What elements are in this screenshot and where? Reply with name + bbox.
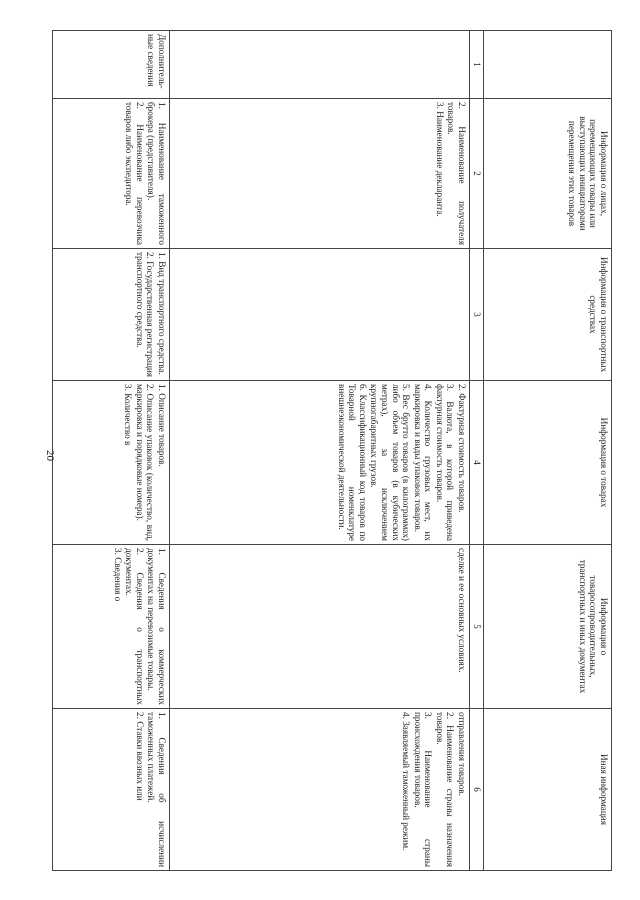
list-item: 2. Государственная регистрация транспортного средства. [134,252,156,378]
column-number: 5 [470,545,484,709]
list-item: 1. Сведения о коммерческих документах на перевозимые товары. [146,548,167,705]
continuation-row [170,31,470,871]
list-item: 3. Валюта, в которой приведена фактурная стоимость товаров. [434,384,456,541]
rotated-table-container [52,30,612,870]
list-item: 1. Вид транспортного средства. [157,252,167,375]
list-item: 3. Количество в [123,384,134,446]
list-item: 3. Наименование страны происхождения товаров. [412,712,434,867]
page-number: 20 [44,450,56,461]
additional-other [53,709,170,871]
list-item: 1. Наименование таможенного брокера (представителя). [146,102,167,245]
continuation-vehicles [170,249,470,381]
list-item: 4. Заявляемый таможенный режим. [401,712,412,851]
continuation-documents [170,545,470,709]
additional-documents [53,545,170,709]
list-item: отправления товаров. [457,712,467,796]
column-number: 2 [470,99,484,249]
list-item: 2. Наименование страны назначения товаров. [434,712,456,867]
header-goods: Информация о товарах [484,381,612,545]
header-persons: Информация о лицах, перемещающих товары или выступающих инициаторами перемещения этих товаров [484,99,612,249]
header-cell-1 [484,31,612,99]
column-number: 1 [470,31,484,99]
column-number-row [470,31,484,871]
header-row [484,31,612,871]
continuation-other [170,709,470,871]
additional-vehicles [53,249,170,381]
additional-info-row [53,31,170,871]
list-item: 3. Наименование декларанта. [434,102,445,217]
column-number: 4 [470,381,484,545]
continuation-goods [170,381,470,545]
list-item: 5. Вес брутто товаров (в килограммах) либо объем товаров (в кубических метрах), за исключением крупногабаритных грузов. [369,384,412,541]
additional-persons [53,99,170,249]
information-table [52,30,612,871]
column-number: 6 [470,709,484,871]
list-item: сделке и ее основных условиях. [457,548,467,673]
column-number: 3 [470,249,484,381]
list-item: 2. Описание упаковок (количество, вид, маркировка и порядковые номера). [134,384,156,541]
header-documents: Информация о товаросопроводительных, транспортных и иных документах [484,545,612,709]
additional-info-label: Дополнитель-ные сведения [53,31,170,99]
continuation-row-label [170,31,470,99]
list-item: 2. Сведения о транспортных документах. [124,548,145,705]
list-item: 1. Описание товаров. [157,384,167,467]
header-vehicles: Информация о транспортных средствах [484,249,612,381]
list-item: 4. Количество грузовых мест, их маркировка и виды упаковок товаров. [412,384,434,541]
list-item: 3. Сведения о [112,548,123,602]
list-item: 2. Фактурная стоимость товаров. [457,384,467,513]
list-item: 1. Сведения об исчислении таможенных платежей. [146,712,167,867]
header-other: Иная информация [484,709,612,871]
list-item: 2. Наименование получателя товаров. [446,102,467,245]
continuation-persons [170,99,470,249]
additional-goods [53,381,170,545]
list-item: 2. Наименование перевозчика товаров либо экспедитора. [124,102,145,245]
list-item: 2. Ставки ввозных или [134,712,145,801]
list-item: 6. Классификационный код товаров по Товарной номенклатуре внешнеэкономической деятельности. [336,384,368,541]
